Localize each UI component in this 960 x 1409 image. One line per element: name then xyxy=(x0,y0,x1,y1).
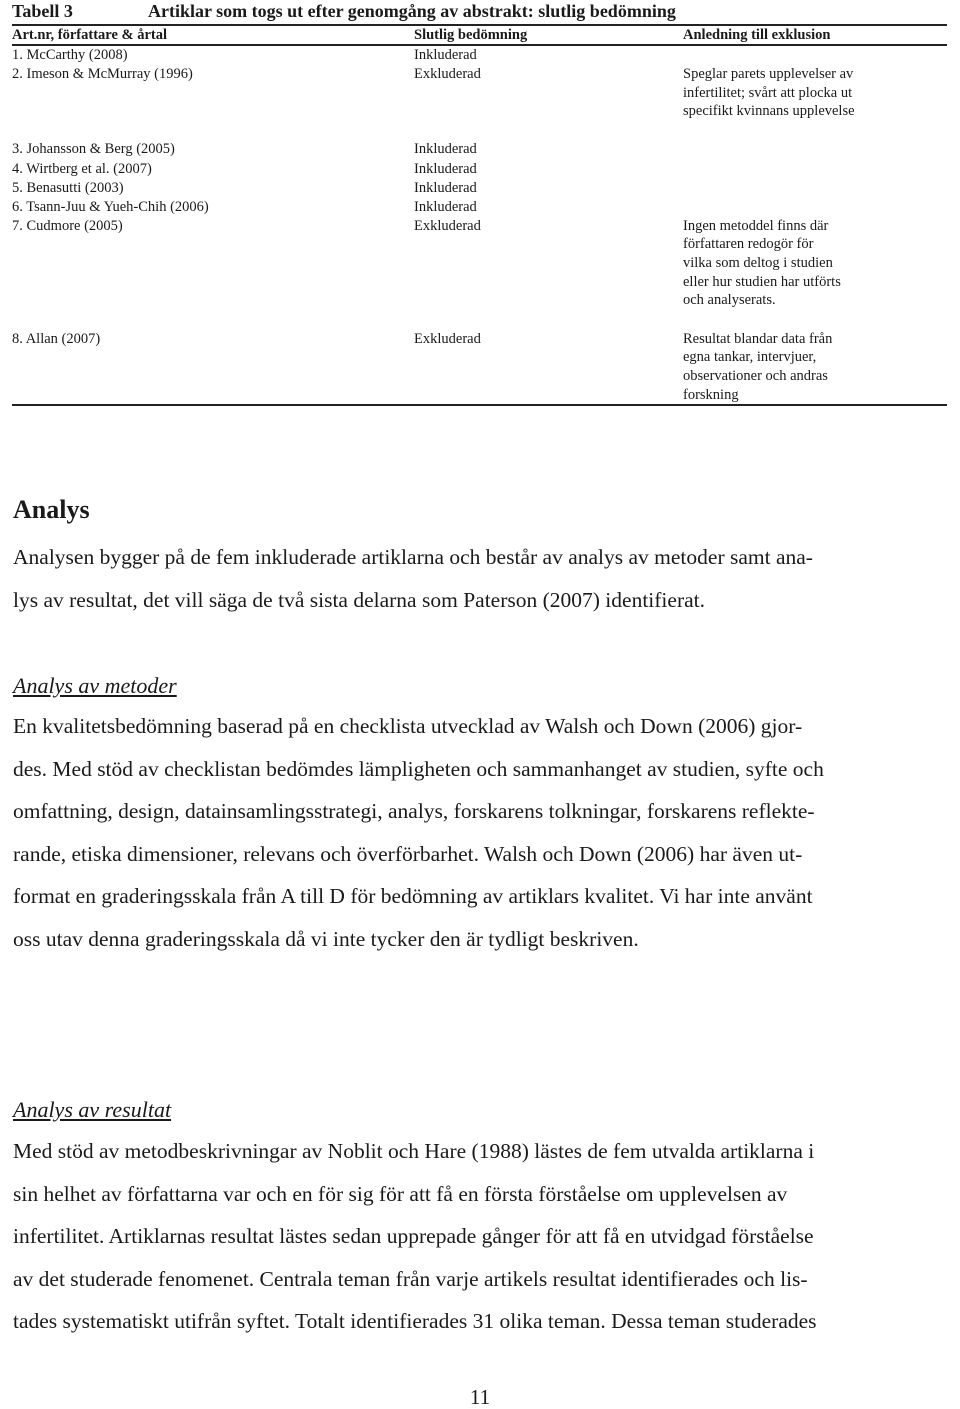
cell-article: 3. Johansson & Berg (2005) xyxy=(12,141,175,157)
table-row xyxy=(12,198,947,217)
results-paragraph xyxy=(13,1130,941,1343)
column-header-article: Art.nr, författare & årtal xyxy=(12,27,168,43)
cell-reason: Speglar parets upplevelser av infertilitet; svårt att plocka ut specifikt kvinnans upplevelse xyxy=(683,66,855,120)
text-line: omfattning, design, datainsamlingsstrategi, analys, forskarens tolkningar, forskarens reflekte- xyxy=(13,799,815,824)
text-line: rande, etiska dimensioner, relevans och överförbarhet. Walsh och Down (2006) har även ut- xyxy=(13,841,803,866)
cell-reason: Ingen metoddel finns där författaren redogör för vilka som deltog i studien eller hur studien har utförts och analyserats. xyxy=(683,217,841,309)
analysis-intro-paragraph xyxy=(13,536,941,621)
text-line: tades systematiskt utifrån syftet. Totalt identifierades 31 olika teman. Dessa teman studerades xyxy=(13,1309,817,1334)
text-line: format en graderingsskala från A till D för bedömning av artiklars kvalitet. Vi har inte använt xyxy=(13,884,813,909)
text-line: des. Med stöd av checklistan bedömdes lämpligheten och sammanhanget av studien, syfte och xyxy=(13,756,824,781)
cell-reason: Resultat blandar data från egna tankar, intervjuer, observationer och andras forskning xyxy=(683,330,833,403)
column-header-assessment: Slutlig bedömning xyxy=(414,27,528,43)
text-line: En kvalitetsbedömning baserad på en checklista utvecklad av Walsh och Down (2006) gjor- xyxy=(13,714,803,738)
cell-article: 8. Allan (2007) xyxy=(12,330,101,347)
methods-heading: Analys av metoder xyxy=(13,673,177,698)
cell-assessment: Inkluderad xyxy=(414,141,477,157)
cell-assessment: Inkluderad xyxy=(414,179,477,196)
table-row xyxy=(12,217,947,330)
table-row xyxy=(12,65,947,140)
table-caption xyxy=(12,0,952,22)
cell-assessment: Exkluderad xyxy=(414,217,481,234)
cell-assessment: Inkluderad xyxy=(414,160,477,177)
text-line: av det studerade fenomenet. Centrala teman från varje artikels resultat identifierades och lis- xyxy=(13,1266,808,1291)
cell-article: 2. Imeson & McMurray (1996) xyxy=(12,66,193,82)
analysis-heading: Analys xyxy=(13,495,90,524)
cell-article: 6. Tsann-Juu & Yueh-Chih (2006) xyxy=(12,198,209,215)
page-number: 11 xyxy=(469,1385,491,1409)
cell-article: 7. Cudmore (2005) xyxy=(12,217,123,234)
cell-assessment: Inkluderad xyxy=(414,47,477,63)
table-row xyxy=(12,46,947,65)
table-header-row xyxy=(12,24,947,46)
table-title: Artiklar som togs ut efter genomgång av abstrakt: slutlig bedömning xyxy=(148,1,676,21)
articles-table xyxy=(12,24,947,404)
table-row xyxy=(12,160,947,179)
table-row xyxy=(12,140,947,160)
cell-assessment: Inkluderad xyxy=(414,198,477,215)
cell-assessment: Exkluderad xyxy=(414,66,481,82)
methods-paragraph xyxy=(13,705,941,961)
column-header-reason: Anledning till exklusion xyxy=(683,27,831,43)
cell-article: 1. McCarthy (2008) xyxy=(12,47,128,63)
table-row xyxy=(12,179,947,198)
text-line: Med stöd av metodbeskrivningar av Noblit och Hare (1988) lästes de fem utvalda artiklarna i xyxy=(13,1139,815,1163)
text-line: oss utav denna graderingsskala då vi inte tycker den är tydligt beskriven. xyxy=(13,926,639,951)
text-line: infertilitet. Artiklarnas resultat lästes sedan upprepade gånger för att få en utvidgad förståelse xyxy=(13,1224,814,1249)
table-label: Tabell 3 xyxy=(12,1,73,21)
cell-assessment: Exkluderad xyxy=(414,330,481,347)
text-line: Analysen bygger på de fem inkluderade artiklarna och består av analys av metoder samt ana- xyxy=(13,545,813,569)
results-heading: Analys av resultat xyxy=(13,1097,172,1122)
table-row xyxy=(12,330,947,404)
table-bottom-rule xyxy=(12,404,947,406)
text-line: lys av resultat, det vill säga de två sista delarna som Paterson (2007) identifierat. xyxy=(13,587,705,612)
cell-article: 5. Benasutti (2003) xyxy=(12,179,124,196)
cell-article: 4. Wirtberg et al. (2007) xyxy=(12,160,152,177)
text-line: sin helhet av författarna var och en för sig för att få en första förståelse om upplevelsen av xyxy=(13,1181,788,1206)
